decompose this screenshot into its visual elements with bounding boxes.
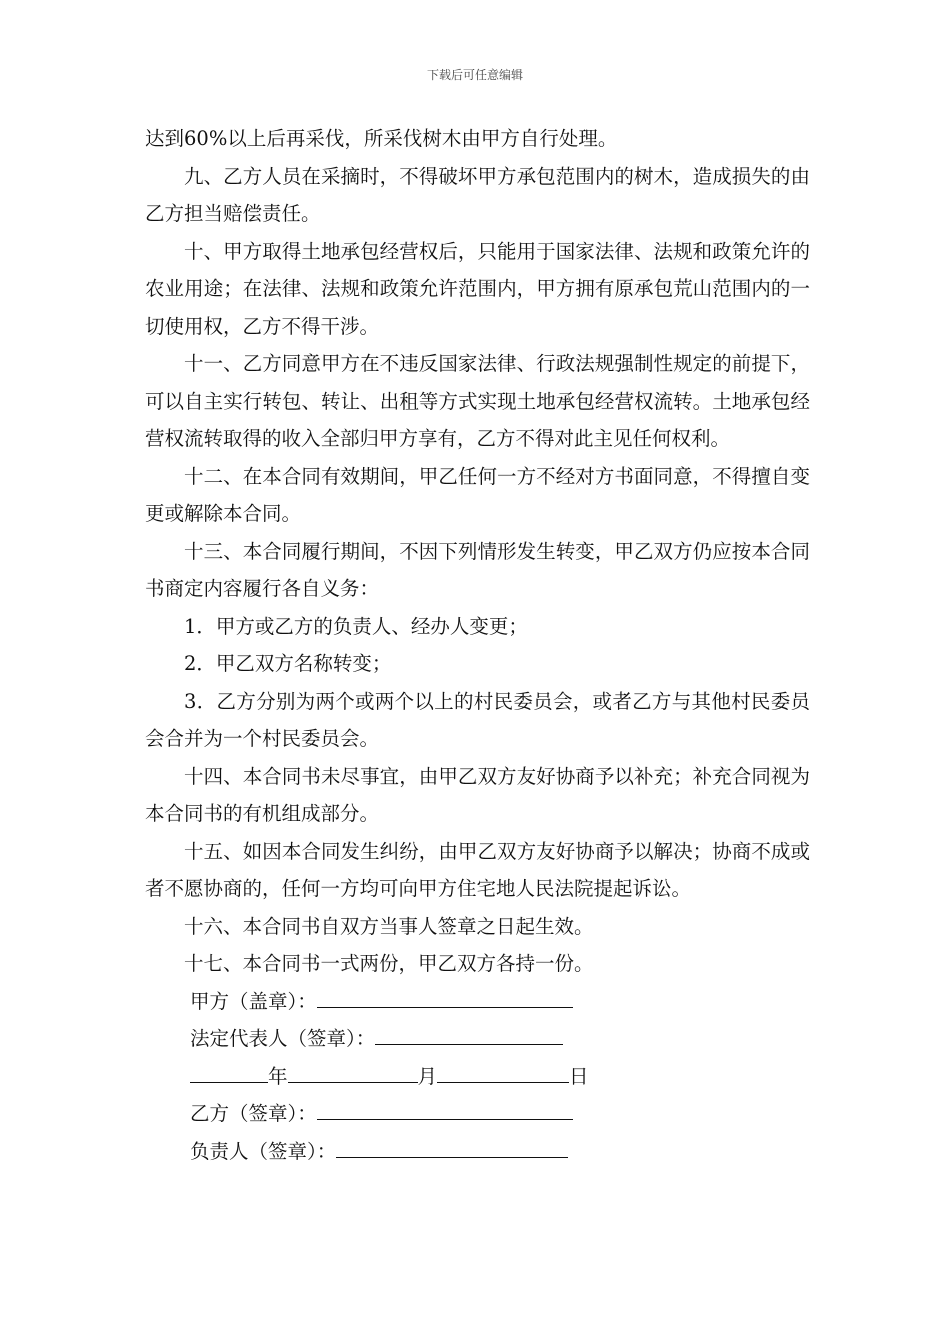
date-month-line [288,1081,418,1083]
clause-13: 十三、本合同履行期间，不因下列情形发生转变，甲乙双方仍应按本合同书商定内容履行各自义务： [145,539,810,600]
signature-legal-rep-label: 法定代表人（签章）： [190,1027,376,1050]
clause-17: 十七、本合同书一式两份，甲乙双方各持一份。 [184,952,594,975]
signature-responsible-line [336,1156,568,1158]
signature-party-b-label: 乙方（签章）： [190,1102,317,1125]
clause-10: 十、甲方取得土地承包经营权后，只能用于国家法律、法规和政策允许的农业用途；在法律、法规和政策允许范围内，甲方拥有原承包荒山范围内的一切使用权，乙方不得干涉。 [145,239,810,338]
clause-11: 十一、乙方同意甲方在不违反国家法律、行政法规强制性规定的前提下，可以自主实行转包、转让、出租等方式实现土地承包经营权流转。土地承包经营权流转取得的收入全部归甲方享有，乙方不得对此主见任何权利。 [145,352,810,450]
signature-party-a-label: 甲方（盖章）： [190,989,317,1013]
clause-15: 十五、如因本合同发生纠纷，由甲乙双方友好协商予以解决；协商不成或者不愿协商的，任何一方均可向甲方住宅地人民法院提起诉讼。 [145,839,810,900]
clause-13-item-1: 1．甲方或乙方的负责人、经办人变更； [184,614,528,638]
clause-9: 九、乙方人员在采摘时，不得破坏甲方承包范围内的树木，造成损失的由乙方担当赔偿责任。 [145,164,810,225]
clause-14: 十四、本合同书未尽事宜，由甲乙双方友好协商予以补充；补充合同视为本合同书的有机组成部分。 [145,764,810,825]
clause-13-item-2: 2．甲乙双方名称转变； [184,652,392,675]
date-day-label: 日 [569,1064,589,1088]
signature-responsible [145,1133,810,1171]
signature-party-b-line [317,1118,573,1120]
date-month-label: 月 [417,1064,438,1088]
signature-party-a-line [317,1006,573,1008]
date-year-line [190,1081,268,1083]
signature-legal-rep-line [375,1043,563,1045]
signature-legal-rep [145,1020,810,1058]
date-day-line [437,1081,569,1083]
signature-party-a [145,983,810,1021]
page-header: 下载后可任意编辑 [426,68,523,82]
signature-date [145,1058,810,1096]
signature-party-b [145,1095,810,1133]
clause-13-item-3: 3．乙方分别为两个或两个以上的村民委员会，或者乙方与其他村民委员会合并为一个村民委员会。 [145,689,810,750]
clause-16: 十六、本合同书自双方当事人签章之日起生效。 [184,914,594,938]
clause-12: 十二、在本合同有效期间，甲乙任何一方不经对方书面同意，不得擅自变更或解除本合同。 [145,464,810,525]
date-year-label: 年 [268,1064,288,1088]
paragraph-continuation: 达到60%以上后再采伐，所采伐树木由甲方自行处理。 [145,127,618,150]
signature-responsible-label: 负责人（签章）： [190,1139,337,1163]
document-body [145,120,810,1170]
